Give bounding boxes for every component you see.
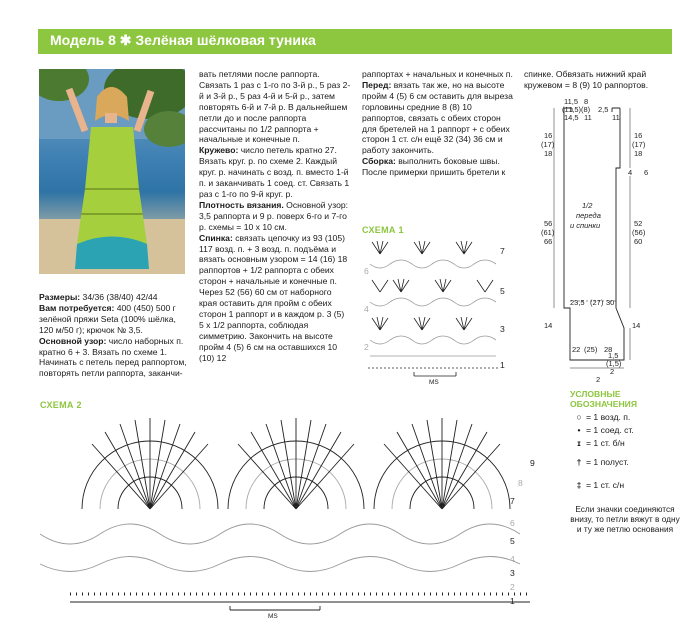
header-bar [38, 29, 672, 54]
dim-bottom-8: 14 [544, 321, 553, 330]
sizes-value: 34/36 (38/40) 42/44 [80, 292, 158, 302]
dim-top-2: (11,5) [562, 105, 582, 114]
legend-item-chain [572, 412, 630, 422]
back-continuation: раппортах + начальных и конечных п. [362, 69, 513, 79]
lace-label: Кружево: [199, 145, 239, 156]
schema2-row-6: 6 [510, 518, 515, 528]
dim-bottom-1: 22 [572, 345, 581, 354]
pattern-continuation: вать петлями после раппорта. Связать 1 раз с 1-го по 3-й р., 5 раз 2-й и 3-й р., 5 раз 4-й и 5-й р., затем повторять 6-й и 7-й р. В дальнейшем петли до и после раппорта рассчитаны по 1/2 раппорта + начальные и конечные п. [199, 69, 351, 145]
slip-stitch-icon: • [577, 425, 581, 435]
density-label: Плотность вязания. [199, 199, 284, 210]
schema1-row-7: 7 [500, 246, 505, 256]
needed-label: Вам потребуется: [39, 302, 115, 313]
legend-item-double [572, 480, 624, 490]
legend-item-label: = 1 ст. б/н [586, 438, 625, 448]
schema1-row-4: 4 [364, 304, 369, 314]
dim-bottom-7: 2 [596, 375, 601, 384]
dim-right-1: 16 [634, 131, 643, 140]
assembly-continuation: спинке. Обвязать нижний край кружевом = 8 (9) 10 раппортов. [524, 69, 649, 90]
back-value: связать цепочку из 93 (105) 117 возд. п. + 3 возд. п. подъёма и вязать основным узором = 14 (16) 18 раппортов + 1/2 раппорта с обеих сторон + начальные и конечные п. Через 52 (56) 60 см от наборного края оставить для пройм с обеих сторон 1 раппорт и в каждом р. 3 (5) 5 х 1/2 раппорта, соблюдая симметрию. Закончить на высоте пройм 4 (5) 6 см на оставшихся 10 (10) 12 [199, 232, 348, 363]
dim-left-5: (61) [541, 228, 555, 237]
dim-left-6: 66 [544, 237, 553, 246]
dim-right-6: 52 [634, 219, 643, 228]
half-double-crochet-icon: † [576, 457, 582, 467]
legend-title-line1: УСЛОВНЫЕ [570, 389, 621, 399]
legend-item-label: = 1 полуст. [586, 457, 629, 467]
schema2-label: СХЕМА 2 [40, 400, 82, 410]
dim-right-4: 4 [628, 168, 633, 177]
model-photo [39, 69, 185, 274]
center-label-1: 1/2 [582, 201, 593, 210]
schema2-row-3: 3 [510, 568, 515, 578]
needed-value: 400 (450) 500 г зелёной пряжи Seta (100% шёлка, 120 м/50 г); крючок № 3,5. [39, 302, 176, 335]
dim-mid-1: 23,5 [570, 298, 585, 307]
text-column-3 [362, 69, 514, 178]
legend-item-slip [572, 425, 634, 435]
legend-item-label: = 1 соед. ст. [586, 425, 634, 435]
schema1-fan-row-5 [372, 279, 493, 292]
dim-bottom-6: 2 [610, 367, 615, 376]
garment-schematic [524, 96, 684, 386]
schema2-ms-label: MS [268, 613, 278, 620]
schema1-label: СХЕМА 1 [362, 225, 404, 235]
lace-value: число петель кратно 27. Вязать круг. р. по схеме 2. Каждый круг. р. начинать с возд. п. вместо 1-й п. и заканчивать 1 соед. ст. Связать 1 раз с 1-го по 9-й круг. р. [199, 145, 350, 199]
dim-left-1: 16 [544, 131, 553, 140]
legend-note: Если значки соединяются внизу, то петли вяжут в одну и ту же петлю основания [570, 504, 680, 534]
schema1-fan-row-3 [372, 317, 472, 330]
back-label: Спинка: [199, 232, 233, 243]
dim-bottom-3: 28 [604, 345, 613, 354]
schema2-base-row [70, 594, 530, 602]
schema2-row-5: 5 [510, 536, 515, 546]
front-value: вязать так же, но на высоте пройм 4 (5) 6 см оставить для выреза горловины средние 8 (8) 10 раппортов, связать с обеих сторон для бретелей на 1 раппорт + с обеих сторон 1 ст. с/н ещё 32 (34) 36 см и работу закончить. [362, 79, 513, 156]
page-title: Модель 8 ✱ Зелёная шёлковая туника [50, 32, 316, 48]
dim-right-5: 6 [644, 168, 649, 177]
schema2-fan-2 [228, 418, 364, 509]
density-value: Основной узор: 3,5 раппорта и 9 р. поверх 6-го и 7-го р. схемы = 10 х 10 см. [199, 199, 349, 232]
schema2-fan-1 [82, 404, 218, 509]
dim-mid-3: 30 [606, 298, 615, 307]
chain-stitch-icon: ○ [576, 412, 582, 422]
dim-top-6: 11 [584, 113, 592, 122]
schema2-row-2: 2 [510, 582, 515, 592]
schema2-lower-rows [40, 524, 520, 572]
sizes-label: Размеры: [39, 292, 81, 302]
dim-top-7: 2,5 [598, 105, 609, 114]
center-label-2: переда [576, 211, 601, 220]
schema2-fan-3 [374, 418, 510, 509]
dim-bottom-5: (1,5) [606, 359, 622, 368]
schema1-row-2: 2 [364, 342, 369, 352]
dim-right-7: (56) [632, 228, 646, 237]
schema2-row-7: 7 [510, 496, 515, 506]
assembly-label: Сборка: [362, 156, 396, 167]
text-column-2 [199, 69, 351, 363]
schema1-diagram [360, 236, 515, 386]
dim-right-8: 60 [634, 237, 643, 246]
dim-top-3: 14,5 [564, 113, 579, 122]
schema2-row-4: 4 [510, 554, 515, 564]
dim-top-8: 11 [612, 113, 620, 122]
schema1-ms-label: MS [429, 379, 439, 386]
double-crochet-icon: ‡ [576, 480, 582, 490]
dim-left-3: 18 [544, 149, 553, 158]
dim-right-2: (17) [632, 140, 646, 149]
dim-left-2: (17) [541, 140, 555, 149]
text-column-4 [524, 69, 676, 91]
garment-outline [564, 108, 624, 360]
dim-top-1: 11,5 [564, 97, 579, 106]
schema2-row-8: 8 [518, 478, 523, 488]
pattern-value: число наборных п. кратно 6 + 3. Вязать по схеме 1. Начинать с петель перед раппортом, повторять петли раппорта, заканчи- [39, 335, 187, 379]
dim-bottom-4: 1,5 [608, 351, 619, 360]
model-photo-illustration [39, 69, 185, 274]
dim-right-3: 18 [634, 149, 643, 158]
single-crochet-icon: ɪ [577, 438, 581, 448]
dim-top-5: (8) [581, 105, 591, 114]
dim-top-4: 8 [584, 97, 589, 106]
legend-item-single [572, 438, 625, 448]
center-label-3: и спинки [570, 221, 601, 230]
schema2-row-9: 9 [530, 458, 535, 468]
schema1-row-6: 6 [364, 266, 369, 276]
schema1-row-1: 1 [500, 360, 505, 370]
legend-item-half-double [572, 457, 629, 467]
schema2-repeat-bracket [230, 606, 320, 610]
pattern-label: Основной узор: [39, 335, 107, 346]
legend-item-label: = 1 ст. с/н [586, 480, 625, 490]
legend-title-line2: ОБОЗНАЧЕНИЯ [570, 399, 638, 409]
front-label: Перед: [362, 79, 392, 90]
schema1-fan-row-7 [372, 241, 472, 254]
schema1-row-3: 3 [500, 324, 505, 334]
dim-right-9: 14 [632, 321, 641, 330]
text-column-1 [39, 292, 187, 379]
schema2-row-1: 1 [510, 596, 515, 606]
dim-left-4: 56 [544, 219, 553, 228]
dim-mid-2: (27) [590, 298, 604, 307]
schema1-row-5: 5 [500, 286, 505, 296]
assembly-value: выполнить боковые швы. После примерки пришить бретели к [362, 156, 506, 178]
schema1-chain-loops [370, 260, 496, 356]
dim-bottom-2: (25) [584, 345, 598, 354]
schema2-diagram [30, 404, 560, 624]
legend-item-label: = 1 возд. п. [586, 412, 631, 422]
legend-title [570, 389, 637, 409]
